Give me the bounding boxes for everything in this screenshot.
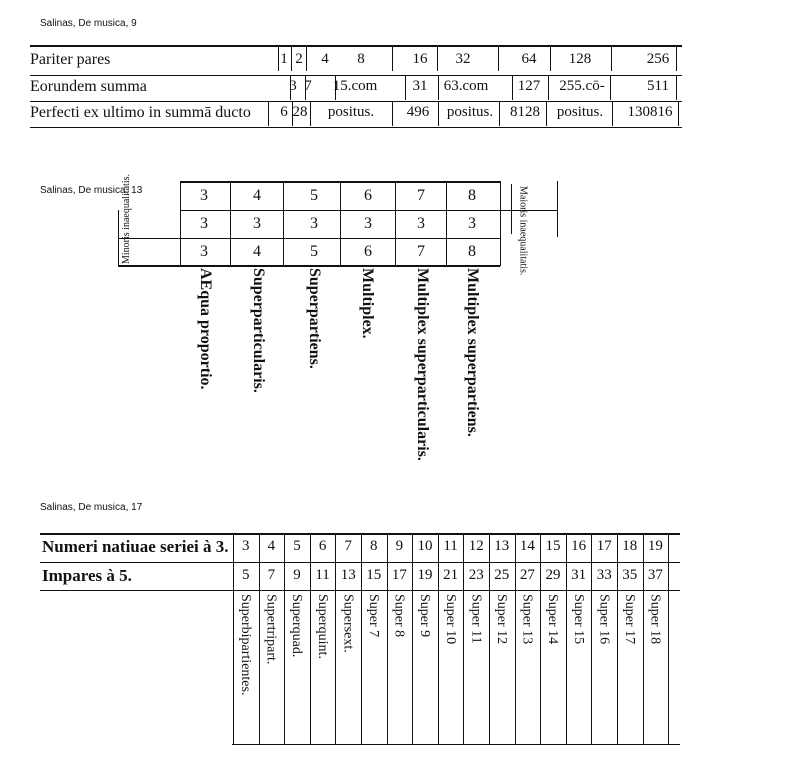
ratio-name: Super 15: [570, 594, 586, 645]
table-divider: [335, 76, 336, 100]
table-cell: 15: [366, 567, 382, 583]
table-rule: [40, 562, 680, 563]
table-rule: [118, 238, 500, 239]
table-cell: 17: [391, 567, 407, 583]
table-cell: 29: [545, 567, 561, 583]
table-cell: 14: [519, 538, 535, 554]
table-divider: [291, 47, 292, 71]
table-cell: 256: [646, 51, 670, 67]
table-cell: 64: [521, 51, 537, 67]
ratio-name: Super 14: [545, 594, 561, 645]
table-rule: [30, 45, 682, 47]
table-cell: 6: [280, 104, 288, 120]
table-cell: 128: [568, 51, 592, 67]
ratio-name: Super 12: [494, 594, 509, 645]
table-rule: [30, 127, 682, 128]
table-cell: 21: [443, 567, 459, 583]
table-cell: 3: [468, 215, 476, 232]
table-cell: 7: [417, 243, 425, 260]
table-divider: [268, 102, 269, 126]
table-divider: [292, 102, 293, 126]
table-divider: [278, 47, 279, 71]
table-rule: [40, 590, 680, 591]
ratio-name: Superquint.: [314, 594, 330, 659]
table-cell: 15: [545, 538, 561, 554]
ratio-name: Super 8: [391, 594, 407, 638]
table-cell: 19: [647, 538, 663, 554]
table-cell: 5: [310, 187, 318, 204]
table-cell: 11: [315, 567, 330, 583]
ratio-name: Supertripart.: [263, 594, 279, 665]
table-divider: [498, 47, 499, 71]
table-cell: positus.: [556, 104, 604, 120]
table-cell: 13: [494, 538, 510, 554]
table-cell: 127: [517, 78, 541, 94]
table-cell: 4: [321, 51, 329, 67]
table-divider: [306, 47, 307, 71]
table-cell: 3: [242, 538, 250, 554]
table-divider: [405, 76, 406, 100]
right-side-label: Maioris inaequalitatis.: [517, 186, 529, 276]
table-cell: 5: [293, 538, 301, 554]
table-cell: 19: [417, 567, 433, 583]
table-divider: [548, 76, 549, 100]
left-side-label: Minoris inaequalitatis.: [121, 174, 132, 264]
table-cell: 31: [412, 78, 428, 94]
table-cell: 27: [519, 567, 535, 583]
table-cell: 8: [370, 538, 378, 554]
table-divider: [392, 47, 393, 71]
ratio-name: Super 11: [468, 594, 484, 644]
table-divider: [611, 47, 612, 71]
table-cell: 255.cō-: [559, 78, 605, 94]
caption-fig3: Salinas, De musica, 17: [40, 502, 143, 513]
table-cell: 25: [494, 567, 510, 583]
table-cell: 3: [364, 215, 372, 232]
table-divider: [438, 102, 439, 126]
table-cell: 9: [293, 567, 301, 583]
table-cell: 7: [344, 538, 352, 554]
table-divider: [118, 210, 119, 265]
table-divider: [446, 181, 447, 266]
table-cell: 8128: [510, 104, 540, 120]
table-cell: 23: [468, 567, 484, 583]
table-rule: [30, 101, 682, 102]
table-divider: [557, 181, 558, 237]
caption-fig2: Salinas, De musica, 13: [40, 185, 143, 196]
table-divider: [290, 76, 291, 100]
table-cell: 37: [647, 567, 663, 583]
ratio-name: Supersext.: [340, 594, 356, 653]
table-cell: 12: [468, 538, 484, 554]
table-cell: 7: [267, 567, 276, 583]
table-cell: 28: [292, 104, 308, 120]
table-cell: 511: [647, 78, 669, 94]
table-cell: 6: [364, 243, 372, 260]
table-cell: 16: [412, 51, 428, 67]
table-cell: 7: [417, 187, 425, 204]
row-label: Pariter pares: [30, 51, 111, 68]
table-cell: 8: [357, 51, 365, 67]
table-divider: [230, 181, 231, 266]
table-divider: [283, 181, 284, 266]
table-cell: 8: [468, 243, 476, 260]
table-divider: [500, 181, 501, 266]
table-divider: [678, 102, 679, 126]
table-cell: 15.com: [332, 78, 378, 94]
ratio-name: Super 18: [647, 594, 663, 645]
table-cell: 63.com: [443, 78, 489, 94]
table-cell: 3: [310, 215, 318, 232]
row-label: Perfecti ex ultimo in summā ducto: [30, 104, 251, 121]
table-cell: 4: [253, 187, 261, 204]
table-cell: 496: [406, 104, 430, 120]
table-cell: 3: [200, 187, 208, 204]
table-divider: [499, 102, 500, 126]
table-divider: [676, 76, 677, 100]
table-divider: [340, 181, 341, 266]
proportion-name: AEqua proportio.: [197, 268, 214, 390]
table-cell: positus.: [327, 104, 375, 120]
table-cell: 1: [280, 51, 288, 67]
table-divider: [438, 76, 439, 100]
table-divider: [437, 47, 438, 71]
table-rule: [118, 265, 500, 267]
table-cell: 16: [571, 538, 587, 554]
table-divider: [395, 181, 396, 266]
table-cell: 130816: [627, 104, 673, 120]
table-divider: [305, 76, 306, 100]
proportion-name: Superparticularis.: [250, 268, 267, 393]
proportion-name: Multiplex superpartiens.: [464, 268, 481, 437]
table-rule: [232, 744, 680, 745]
table-cell: 2: [295, 51, 303, 67]
table-divider: [668, 535, 669, 744]
table-cell: 32: [455, 51, 471, 67]
table-cell: 10: [417, 538, 433, 554]
table-divider: [610, 76, 611, 100]
table-cell: 33: [596, 567, 612, 583]
table-cell: 35: [622, 567, 638, 583]
ratio-name: Super 16: [596, 594, 612, 645]
ratio-name: Superbipartientes.: [238, 594, 253, 696]
ratio-name: Super 10: [442, 594, 458, 645]
table-cell: 13: [340, 567, 356, 583]
ratio-name: Super 9: [417, 594, 433, 638]
table-rule: [40, 533, 680, 535]
table-cell: 31: [571, 567, 587, 583]
table-rule: [30, 75, 682, 76]
table-divider: [392, 102, 393, 126]
table-cell: 7: [304, 78, 312, 94]
table-divider: [612, 102, 613, 126]
table-divider: [180, 181, 181, 266]
table-cell: 8: [468, 187, 476, 204]
table-cell: 5: [242, 567, 250, 583]
table-divider: [310, 102, 311, 126]
table-cell: 9: [395, 538, 404, 554]
proportion-name: Multiplex superparticularis.: [414, 268, 431, 461]
ratio-name: Super 7: [366, 594, 381, 638]
ratio-name: Super 17: [622, 594, 637, 645]
table-cell: 18: [622, 538, 638, 554]
table-cell: 4: [267, 538, 276, 554]
table-divider: [550, 47, 551, 71]
row1-label: Numeri natiuae seriei à 3.: [42, 537, 229, 556]
table-cell: 5: [310, 243, 318, 260]
table-cell: 3: [200, 243, 208, 260]
row-label: Eorundem summa: [30, 78, 147, 95]
table-cell: 6: [318, 538, 327, 554]
table-cell: 4: [253, 243, 261, 260]
proportion-name: Multiplex.: [359, 268, 376, 339]
table-cell: 6: [364, 187, 372, 204]
ratio-name: Super 13: [519, 594, 535, 645]
table-cell: positus.: [446, 104, 494, 120]
table-cell: 3: [253, 215, 261, 232]
table-cell: 11: [443, 538, 458, 554]
ratio-name: Superquad.: [289, 594, 305, 658]
table-cell: 17: [596, 538, 612, 554]
table-divider: [512, 76, 513, 100]
table-divider: [511, 184, 512, 234]
row2-label: Impares à 5.: [42, 566, 132, 585]
proportion-name: Superpartiens.: [306, 268, 323, 369]
table-divider: [546, 102, 547, 126]
table-divider: [676, 47, 677, 71]
table-cell: 3: [200, 215, 208, 232]
table-cell: 3: [289, 78, 297, 94]
caption-fig1: Salinas, De musica, 9: [40, 18, 137, 29]
table-cell: 3: [417, 215, 425, 232]
